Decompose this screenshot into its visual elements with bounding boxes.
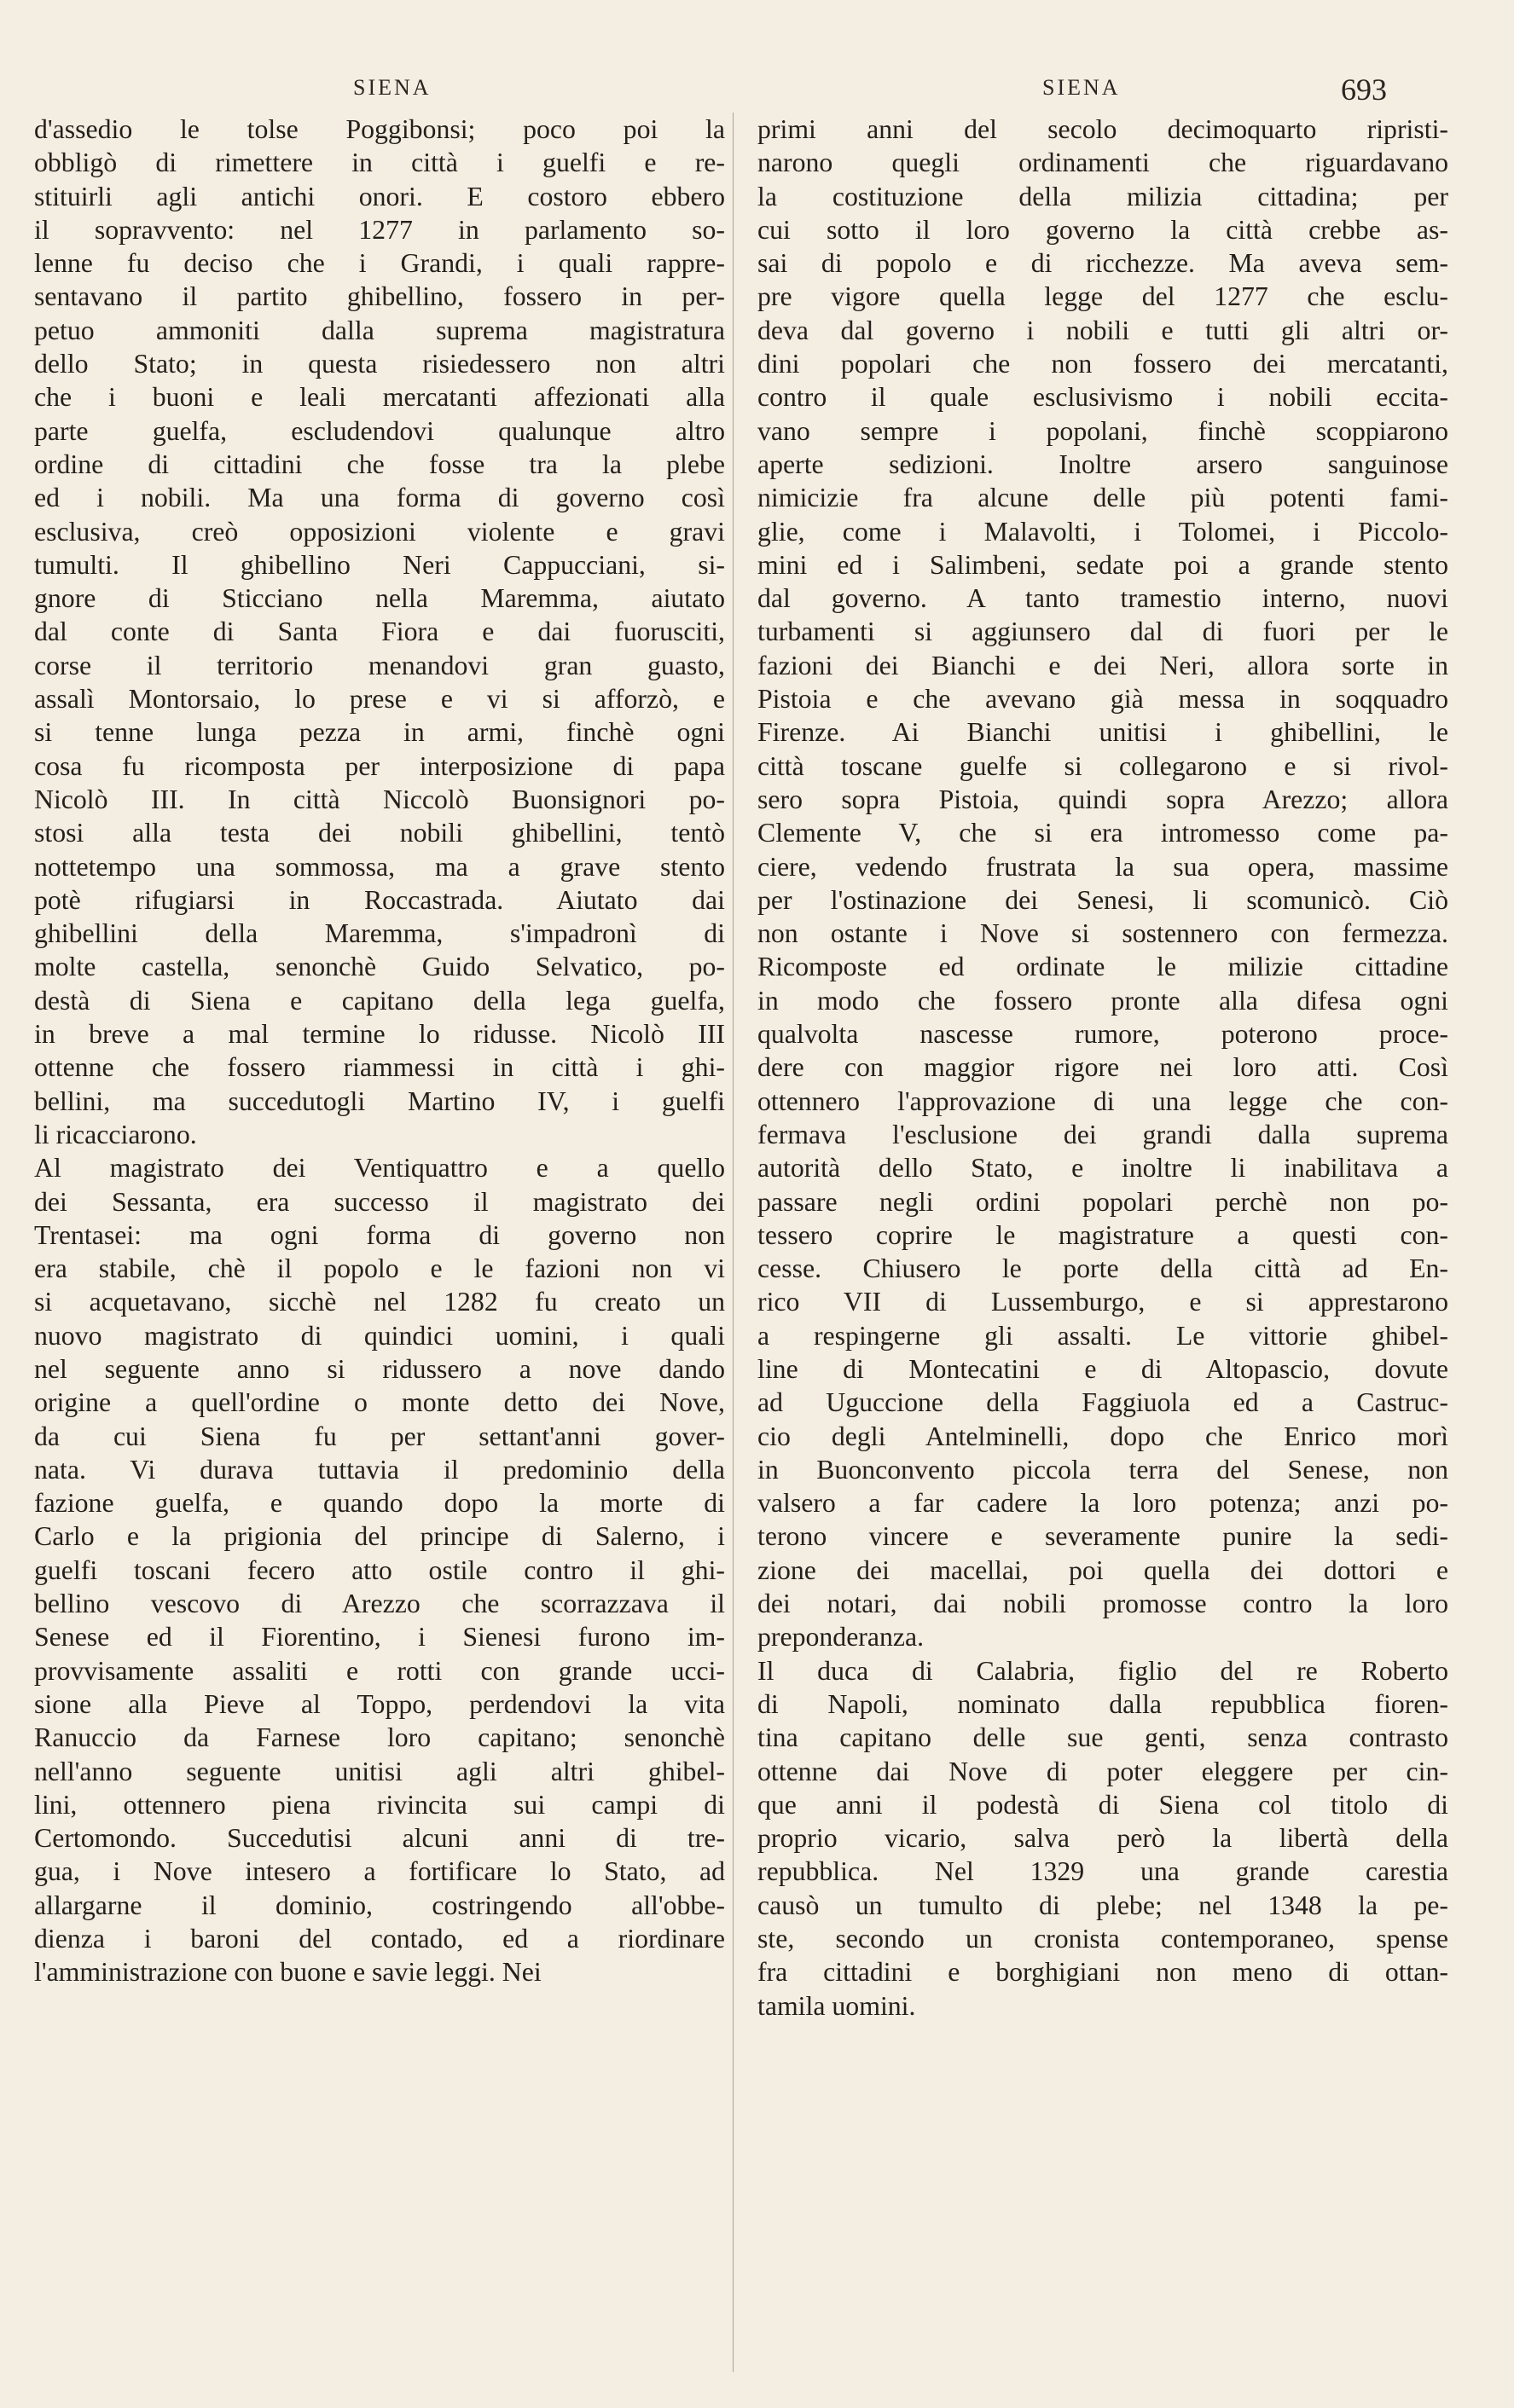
text-line: tamila uomini. bbox=[757, 1990, 916, 2021]
text-line: si tenne lunga pezza in armi, finchè ogni bbox=[34, 717, 725, 748]
text-line: narono quegli ordinamenti che riguardavano bbox=[757, 148, 1448, 178]
text-line: ottennero l'approvazione di una legge che con- bbox=[757, 1085, 1448, 1116]
text-line: cesse. Chiusero le porte della città ad En- bbox=[757, 1253, 1448, 1284]
text-line: contro il quale esclusivismo i nobili eccita- bbox=[757, 382, 1448, 413]
text-line: passare negli ordini popolari perchè non po- bbox=[757, 1186, 1448, 1217]
text-line: fermava l'esclusione dei grandi dalla suprema bbox=[757, 1119, 1448, 1149]
text-line: dei Sessanta, era successo il magistrato dei bbox=[34, 1186, 725, 1217]
text-line: glie, come i Malavolti, i Tolomei, i Piccolo- bbox=[757, 516, 1448, 547]
text-line: preponderanza. bbox=[757, 1622, 925, 1653]
text-line: deva dal governo i nobili e tutti gli altri or- bbox=[757, 315, 1448, 345]
text-line: potè rifugiarsi in Roccastrada. Aiutato dai bbox=[34, 884, 725, 915]
text-line: in Buonconvento piccola terra del Senese, non bbox=[757, 1454, 1448, 1485]
column-divider bbox=[733, 113, 734, 2372]
text-line: destà di Siena e capitano della lega guelfa, bbox=[34, 985, 725, 1016]
text-line: gnore di Sticciano nella Maremma, aiutato bbox=[34, 583, 725, 614]
text-line: ad Uguccione della Faggiuola ed a Castruc- bbox=[757, 1387, 1448, 1418]
text-line: Il duca di Calabria, figlio del re Roberto bbox=[757, 1655, 1448, 1686]
text-line: Nicolò III. In città Niccolò Buonsignori po- bbox=[34, 784, 725, 814]
text-line: Al magistrato dei Ventiquattro e a quello bbox=[34, 1153, 725, 1184]
text-line: dal governo. A tanto tramestio interno, nuovi bbox=[757, 583, 1448, 614]
text-line: bellini, ma succedutogli Martino IV, i guelfi bbox=[34, 1085, 725, 1116]
text-line: guelfi toscani fecero atto ostile contro il ghi- bbox=[34, 1554, 725, 1585]
text-line: tumulti. Il ghibellino Neri Cappucciani, si- bbox=[34, 549, 725, 580]
text-line: cui sotto il loro governo la città crebbe as- bbox=[757, 214, 1448, 245]
text-line: dal conte di Santa Fiora e dai fuorusciti, bbox=[34, 616, 725, 647]
text-line: esclusiva, creò opposizioni violente e gravi bbox=[34, 516, 725, 547]
text-line: si acquetavano, sicchè nel 1282 fu creato un bbox=[34, 1287, 725, 1317]
text-line: obbligò di rimettere in città i guelfi e re- bbox=[34, 148, 725, 178]
text-line: dei notari, dai nobili promosse contro la loro bbox=[757, 1589, 1448, 1619]
text-line: sione alla Pieve al Toppo, perdendovi la vita bbox=[34, 1688, 725, 1719]
text-line: dini popolari che non fossero dei mercatanti, bbox=[757, 349, 1448, 379]
text-line: nimicizie fra alcune delle più potenti fami- bbox=[757, 483, 1448, 513]
text-line: ghibellini della Maremma, s'impadronì di bbox=[34, 918, 725, 949]
text-line: in breve a mal termine lo ridusse. Nicolò III bbox=[34, 1019, 725, 1050]
text-line: in modo che fossero pronte alla difesa ogni bbox=[757, 985, 1448, 1016]
text-line: fazioni dei Bianchi e dei Neri, allora sorte in bbox=[757, 650, 1448, 680]
text-line: Clemente V, che si era intromesso come pa- bbox=[757, 818, 1448, 848]
text-line: provvisamente assaliti e rotti con grande ucci- bbox=[34, 1655, 725, 1686]
text-line: che i buoni e leali mercatanti affezionati alla bbox=[34, 382, 725, 413]
text-line: li ricacciarono. bbox=[34, 1119, 197, 1149]
text-line: tessero coprire le magistrature a questi con- bbox=[757, 1219, 1448, 1250]
text-line: ottenne che fossero riammessi in città i ghi- bbox=[34, 1052, 725, 1083]
text-line: valsero a far cadere la loro potenza; anzi po- bbox=[757, 1488, 1448, 1519]
text-line: il sopravvento: nel 1277 in parlamento so- bbox=[34, 214, 725, 245]
text-line: per l'ostinazione dei Senesi, li scomunicò. Ciò bbox=[757, 884, 1448, 915]
text-line: assalì Montorsaio, lo prese e vi si afforzò, e bbox=[34, 684, 725, 715]
page-number: 693 bbox=[1341, 72, 1387, 107]
text-line: nuovo magistrato di quindici uomini, i quali bbox=[34, 1320, 725, 1351]
text-line: sai di popolo e di ricchezze. Ma aveva sem- bbox=[757, 248, 1448, 279]
text-line: causò un tumulto di plebe; nel 1348 la pe- bbox=[757, 1890, 1448, 1920]
text-line: Ranuccio da Farnese loro capitano; senonchè bbox=[34, 1722, 725, 1753]
text-line: nottetempo una sommossa, ma a grave stento bbox=[34, 851, 725, 882]
text-line: fra cittadini e borghigiani non meno di ottan- bbox=[757, 1957, 1448, 1988]
text-line: ordine di cittadini che fosse tra la plebe bbox=[34, 449, 725, 479]
text-line: que anni il podestà di Siena col titolo di bbox=[757, 1789, 1448, 1820]
text-line: di Napoli, nominato dalla repubblica fioren- bbox=[757, 1688, 1448, 1719]
text-line: stituirli agli antichi onori. E costoro ebbero bbox=[34, 181, 725, 211]
text-line: ciere, vedendo frustrata la sua opera, massime bbox=[757, 851, 1448, 882]
text-line: la costituzione della milizia cittadina; per bbox=[757, 181, 1448, 211]
text-line: Senese ed il Fiorentino, i Sienesi furono im- bbox=[34, 1622, 725, 1653]
text-line: mini ed i Salimbeni, sedate poi a grande stento bbox=[757, 549, 1448, 580]
text-line: non ostante i Nove si sostennero con fermezza. bbox=[757, 918, 1448, 949]
text-line: Certomondo. Succedutisi alcuni anni di tre- bbox=[34, 1823, 725, 1854]
text-line: nel seguente anno si ridussero a nove dando bbox=[34, 1353, 725, 1384]
text-line: città toscane guelfe si collegarono e si rivol- bbox=[757, 750, 1448, 781]
text-line: lenne fu deciso che i Grandi, i quali rappre- bbox=[34, 248, 725, 279]
text-line: zione dei macellai, poi quella dei dottori e bbox=[757, 1554, 1448, 1585]
text-line: nata. Vi durava tuttavia il predominio della bbox=[34, 1454, 725, 1485]
text-line: Pistoia e che avevano già messa in soqquadro bbox=[757, 684, 1448, 715]
text-line: stosi alla testa dei nobili ghibellini, tentò bbox=[34, 818, 725, 848]
text-line: da cui Siena fu per settant'anni gover- bbox=[34, 1421, 725, 1451]
text-line: d'assedio le tolse Poggibonsi; poco poi la bbox=[34, 114, 725, 144]
text-line: Carlo e la prigionia del principe di Salerno, i bbox=[34, 1521, 725, 1552]
text-line: origine a quell'ordine o monte detto dei Nove, bbox=[34, 1387, 725, 1418]
text-line: line di Montecatini e di Altopascio, dovute bbox=[757, 1353, 1448, 1384]
text-line: vano sempre i popolani, finchè scoppiarono bbox=[757, 415, 1448, 446]
text-line: nell'anno seguente unitisi agli altri ghibel- bbox=[34, 1756, 725, 1786]
text-line: ed i nobili. Ma una forma di governo così bbox=[34, 483, 725, 513]
text-line: cio degli Antelminelli, dopo che Enrico morì bbox=[757, 1421, 1448, 1451]
text-line: Trentasei: ma ogni forma di governo non bbox=[34, 1219, 725, 1250]
text-line: sentavano il partito ghibellino, fossero in per- bbox=[34, 281, 725, 312]
right-running-head: SIENA bbox=[1042, 75, 1121, 100]
text-line: molte castella, senonchè Guido Selvatico, po- bbox=[34, 952, 725, 982]
text-line: dienza i baroni del contado, ed a riordinare bbox=[34, 1924, 725, 1954]
text-line: dello Stato; in questa risiedessero non altri bbox=[34, 349, 725, 379]
text-line: allargarne il dominio, costringendo all'obbe- bbox=[34, 1890, 725, 1920]
text-line: fazione guelfa, e quando dopo la morte di bbox=[34, 1488, 725, 1519]
text-line: bellino vescovo di Arezzo che scorrazzava il bbox=[34, 1589, 725, 1619]
text-line: Ricomposte ed ordinate le milizie cittadine bbox=[757, 952, 1448, 982]
text-line: ottenne dai Nove di poter eleggere per cin- bbox=[757, 1756, 1448, 1786]
text-line: corse il territorio menandovi gran guasto, bbox=[34, 650, 725, 680]
text-line: a respingerne gli assalti. Le vittorie ghibel- bbox=[757, 1320, 1448, 1351]
text-line: Firenze. Ai Bianchi unitisi i ghibellini, le bbox=[757, 717, 1448, 748]
text-line: cosa fu ricomposta per interposizione di papa bbox=[34, 750, 725, 781]
text-line: rico VII di Lussemburgo, e si apprestarono bbox=[757, 1287, 1448, 1317]
text-line: parte guelfa, escludendovi qualunque altro bbox=[34, 415, 725, 446]
right-text-column bbox=[757, 113, 1448, 2364]
text-line: lini, ottennero piena rivincita sui campi di bbox=[34, 1789, 725, 1820]
text-line: era stabile, chè il popolo e le fazioni non vi bbox=[34, 1253, 725, 1284]
text-line: tina capitano delle sue genti, senza contrasto bbox=[757, 1722, 1448, 1753]
text-line: autorità dello Stato, e inoltre li inabilitava a bbox=[757, 1153, 1448, 1184]
text-line: sero sopra Pistoia, quindi sopra Arezzo; allora bbox=[757, 784, 1448, 814]
left-running-head: SIENA bbox=[353, 75, 432, 100]
text-line: qualvolta nascesse rumore, poterono proce- bbox=[757, 1019, 1448, 1050]
text-line: turbamenti si aggiunsero dal di fuori per le bbox=[757, 616, 1448, 647]
text-line: petuo ammoniti dalla suprema magistratura bbox=[34, 315, 725, 345]
text-line: l'amministrazione con buone e savie leggi. Nei bbox=[34, 1957, 542, 1988]
text-line: dere con maggior rigore nei loro atti. Così bbox=[757, 1052, 1448, 1083]
text-line: primi anni del secolo decimoquarto ripristi- bbox=[757, 114, 1448, 144]
text-line: pre vigore quella legge del 1277 che esclu- bbox=[757, 281, 1448, 312]
text-line: gua, i Nove intesero a fortificare lo Stato, ad bbox=[34, 1856, 725, 1887]
text-line: ste, secondo un cronista contemporaneo, spense bbox=[757, 1924, 1448, 1954]
text-line: aperte sedizioni. Inoltre arsero sanguinose bbox=[757, 449, 1448, 479]
text-line: proprio vicario, salva però la libertà della bbox=[757, 1823, 1448, 1854]
left-text-column bbox=[34, 113, 725, 2364]
text-line: repubblica. Nel 1329 una grande carestia bbox=[757, 1856, 1448, 1887]
text-line: terono vincere e severamente punire la sedi- bbox=[757, 1521, 1448, 1552]
